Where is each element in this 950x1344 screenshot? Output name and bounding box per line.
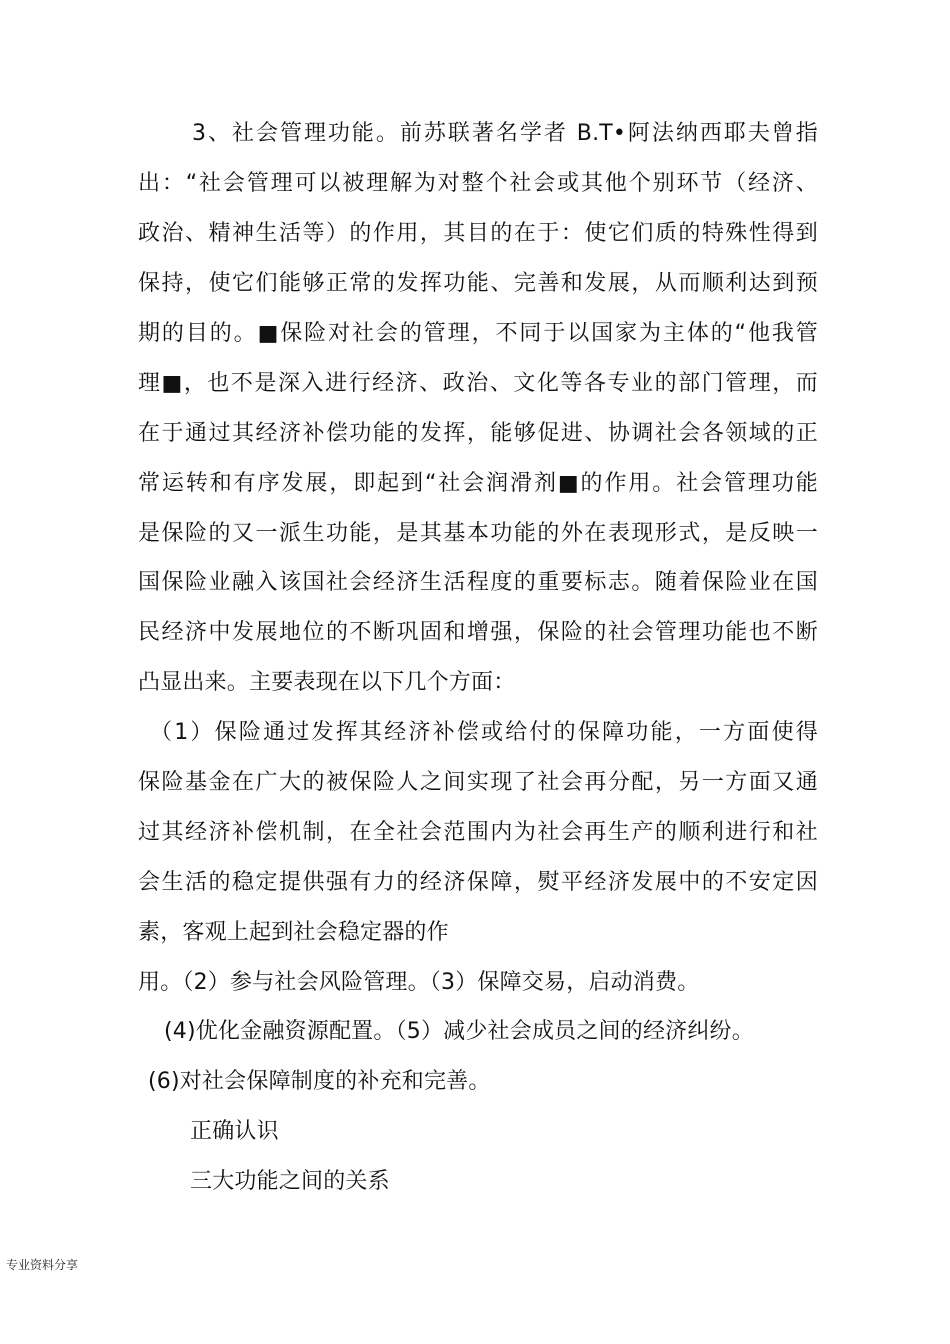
paragraph-line-10: 国保险业融入该国社会经济生活程度的重要标志。随着保险业在国: [138, 570, 818, 595]
paragraph-line-1: 3、社会管理功能。前苏联著名学者 B.T•阿法纳西耶夫曾指: [192, 121, 818, 146]
item-1-line-1: （1）保险通过发挥其经济补偿或给付的保障功能，一方面使得: [150, 720, 818, 745]
items-4-5-line: (4)优化金融资源配置。（5）减少社会成员之间的经济纠纷。: [164, 1019, 754, 1044]
item-6-line: (6)对社会保障制度的补充和完善。: [148, 1069, 491, 1094]
paragraph-line-7: 在于通过其经济补偿功能的发挥，能够促进、协调社会各领域的正: [138, 421, 818, 446]
item-1-line-5: 素，客观上起到社会稳定器的作: [138, 920, 449, 945]
paragraph-line-8: 常运转和有序发展，即起到“社会润滑剂■的作用。社会管理功能: [138, 471, 818, 496]
paragraph-line-6: 理■，也不是深入进行经济、政治、文化等各专业的部门管理，而: [138, 371, 818, 396]
paragraph-line-9: 是保险的又一派生功能，是其基本功能的外在表现形式，是反映一: [138, 521, 818, 546]
paragraph-line-2: 出：“社会管理可以被理解为对整个社会或其他个别环节（经济、: [138, 171, 818, 196]
heading-correct-understanding: 正确认识: [190, 1119, 279, 1144]
paragraph-line-5: 期的目的。■保险对社会的管理，不同于以国家为主体的“他我管: [138, 321, 818, 346]
heading-three-functions-relationship: 三大功能之间的关系: [190, 1169, 390, 1194]
items-2-3-line: 用。（2）参与社会风险管理。（3）保障交易，启动消费。: [138, 970, 700, 995]
item-1-line-4: 会生活的稳定提供强有力的经济保障，熨平经济发展中的不安定因: [138, 870, 818, 895]
paragraph-line-11: 民经济中发展地位的不断巩固和增强，保险的社会管理功能也不断: [138, 620, 818, 645]
paragraph-line-4: 保持，使它们能够正常的发挥功能、完善和发展，从而顺利达到预: [138, 271, 818, 296]
paragraph-line-12: 凸显出来。主要表现在以下几个方面：: [138, 670, 516, 695]
item-1-line-3: 过其经济补偿机制，在全社会范围内为社会再生产的顺利进行和社: [138, 820, 818, 845]
paragraph-line-3: 政治、精神生活等）的作用，其目的在于：使它们质的特殊性得到: [138, 221, 818, 246]
item-1-line-2: 保险基金在广大的被保险人之间实现了社会再分配，另一方面又通: [138, 770, 818, 795]
footer-note: 专业资料分享: [6, 1258, 79, 1272]
